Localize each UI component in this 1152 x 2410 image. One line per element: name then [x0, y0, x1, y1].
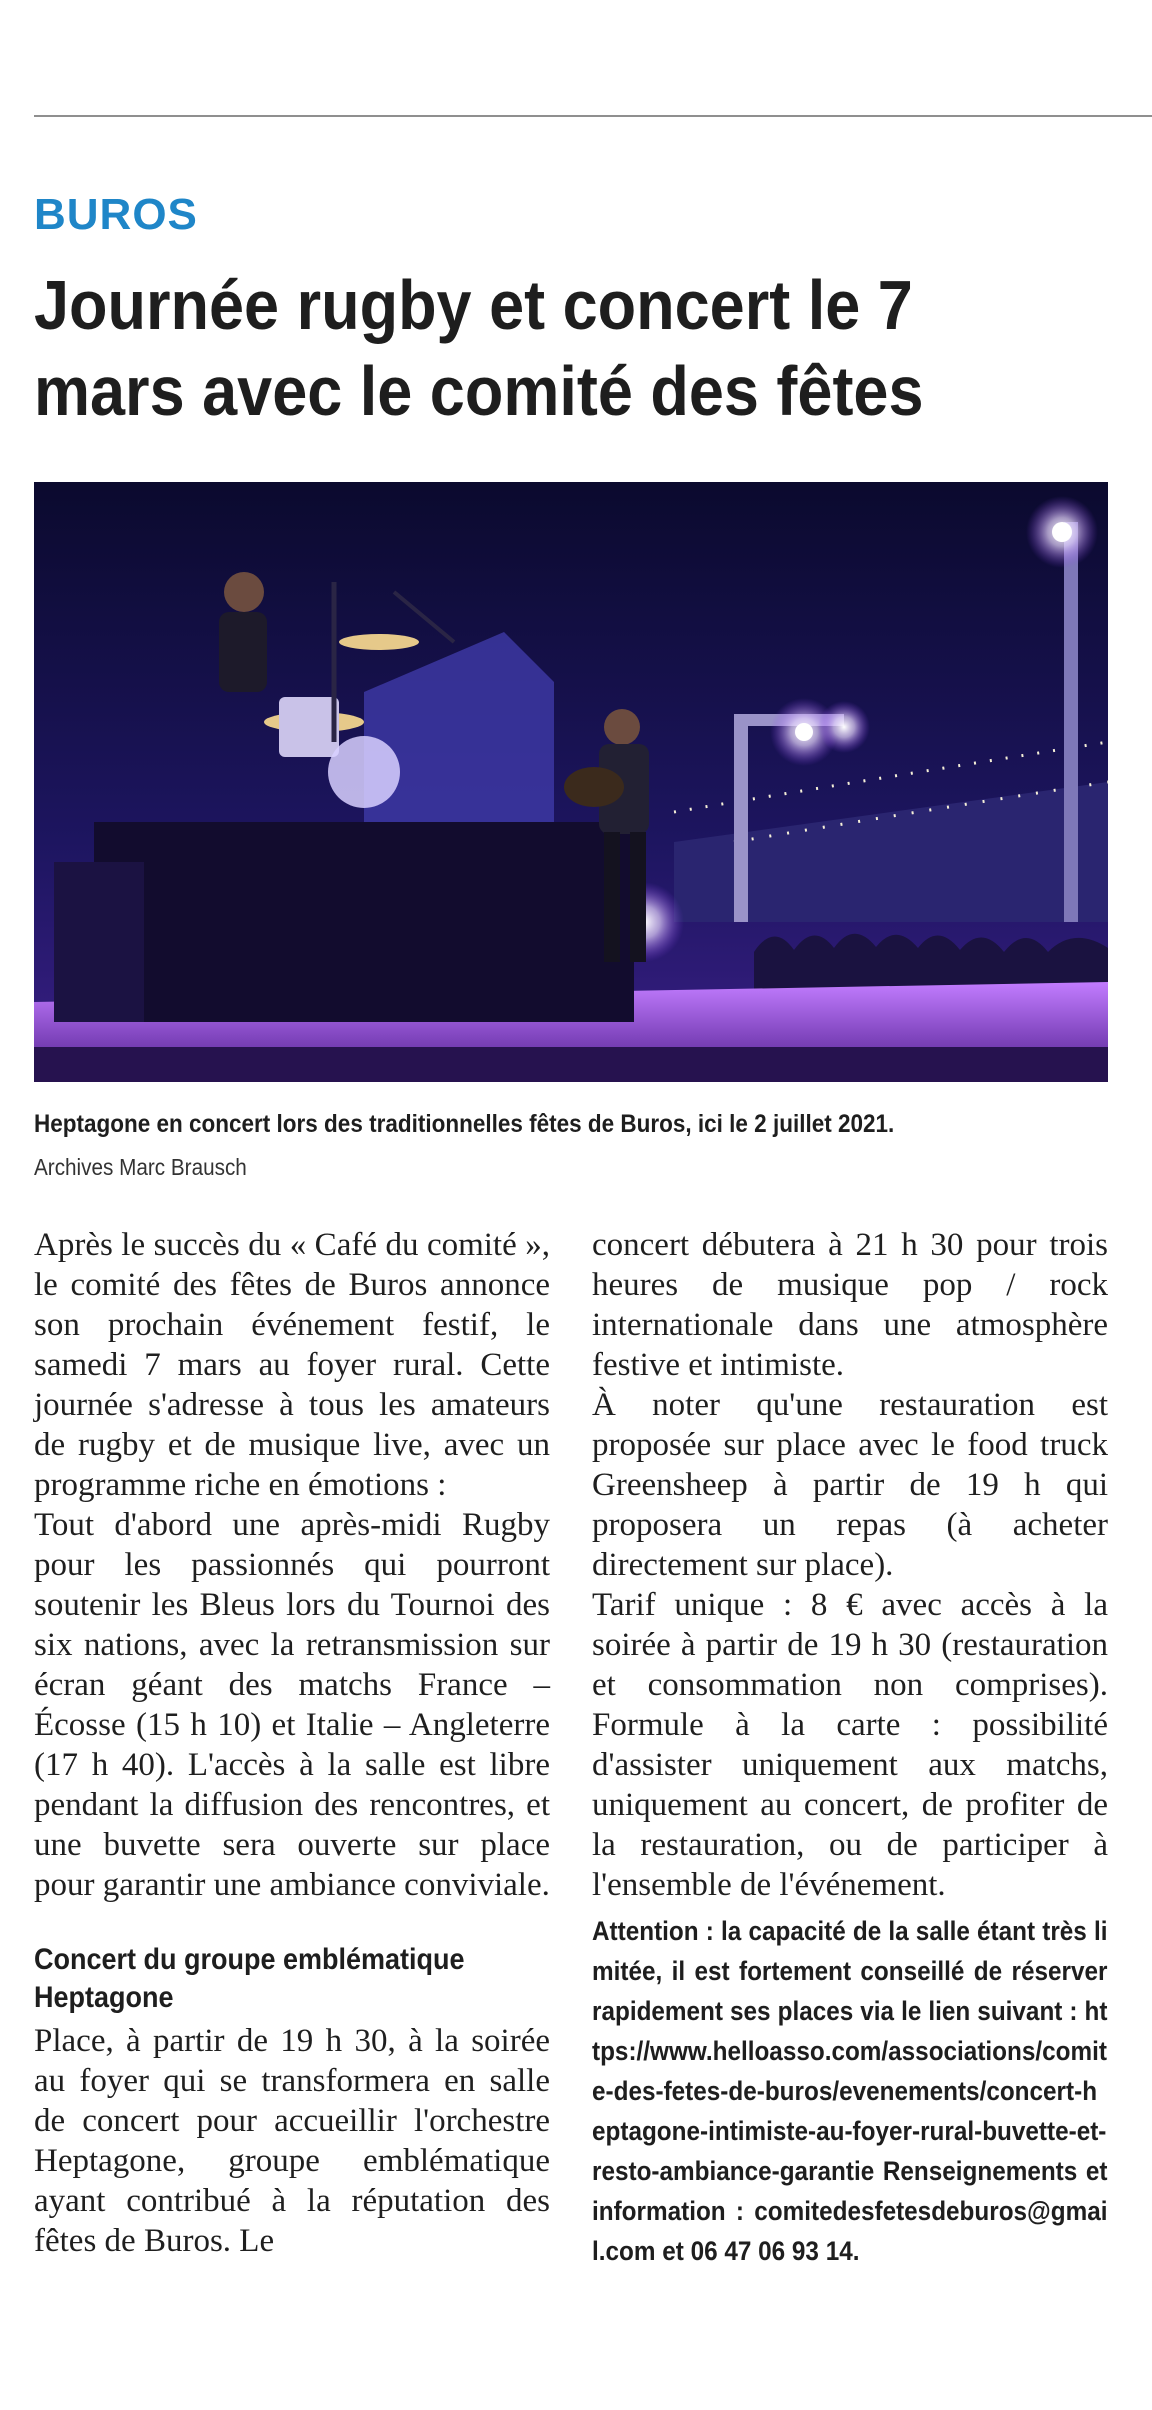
- top-rule: [34, 115, 1152, 117]
- drummer: [224, 572, 264, 612]
- photo-caption: Heptagone en concert lors des traditionnelles fêtes de Buros, ici le 2 juillet 2021.: [34, 1110, 895, 1138]
- section-kicker: BUROS: [34, 190, 198, 239]
- section-subhead: Concert du groupe emblématique Heptagone: [34, 1943, 465, 2014]
- body-paragraph: À noter qu'une restauration est proposée sur place avec le food truck Greensheep à partir de 19 h qui proposera un repas (à acheter directement sur place).: [592, 1387, 1108, 1583]
- stage-riser: [94, 822, 634, 1022]
- concert-photo: [34, 482, 1108, 1082]
- article-headline: Journée rugby et concert le 7 mars avec le comité des fêtes: [34, 266, 924, 430]
- body-paragraph: concert débutera à 21 h 30 pour trois heures de musique pop / rock internationale dans une atmosphère festive et intimiste.: [592, 1227, 1108, 1383]
- attention-notice: Attention : la capacité de la salle étant très limitée, il est fortement conseillé de réserver rapidement ses places via le lien suivant : https://www.helloasso.com/associations/comite-des-fetes-de-buros/evenements/concert-heptagone-intimiste-au-foyer-rural-buvette-et-resto-ambiance-garantie Renseignements et information : comitedesfetesdeburos@gmail.com et 06 47 06 93 14.: [592, 1916, 1108, 2266]
- body-paragraph: Après le succès du « Café du comité », le comité des fêtes de Buros annonce son prochain événement festif, le samedi 7 mars au foyer rural. Cette journée s'adresse à tous les amateurs de rugby et de musique live, avec un programme riche en émotions :: [34, 1227, 550, 1503]
- right-column: [592, 1225, 1108, 2271]
- body-paragraph: Place, à partir de 19 h 30, à la soirée au foyer qui se transformera en salle de concert pour accueillir l'orchestre Heptagone, groupe emblématique ayant contribué à la réputation des fêtes de Buros. Le: [34, 2023, 550, 2259]
- body-paragraph: Tout d'abord une après-midi Rugby pour les passionnés qui pourront soutenir les Bleus lors du Tournoi des six nations, avec la retransmission sur écran géant des matchs France – Écosse (15 h 10) et Italie – Angleterre (17 h 40). L'accès à la salle est libre pendant la diffusion des rencontres, et une buvette sera ouverte sur place pour garantir une ambiance conviviale.: [34, 1507, 550, 1903]
- left-column: [34, 1225, 550, 2261]
- guitarist: [604, 709, 640, 745]
- light-truss: [734, 722, 748, 922]
- photo-credit: Archives Marc Brausch: [34, 1154, 247, 1180]
- body-paragraph: Tarif unique : 8 € avec accès à la soirée à partir de 19 h 30 (restauration et consommation non comprises). Formule à la carte : possibilité d'assister uniquement aux matchs, uniquement au concert, de profiter de la restauration, ou de participer à l'ensemble de l'événement.: [592, 1587, 1108, 1903]
